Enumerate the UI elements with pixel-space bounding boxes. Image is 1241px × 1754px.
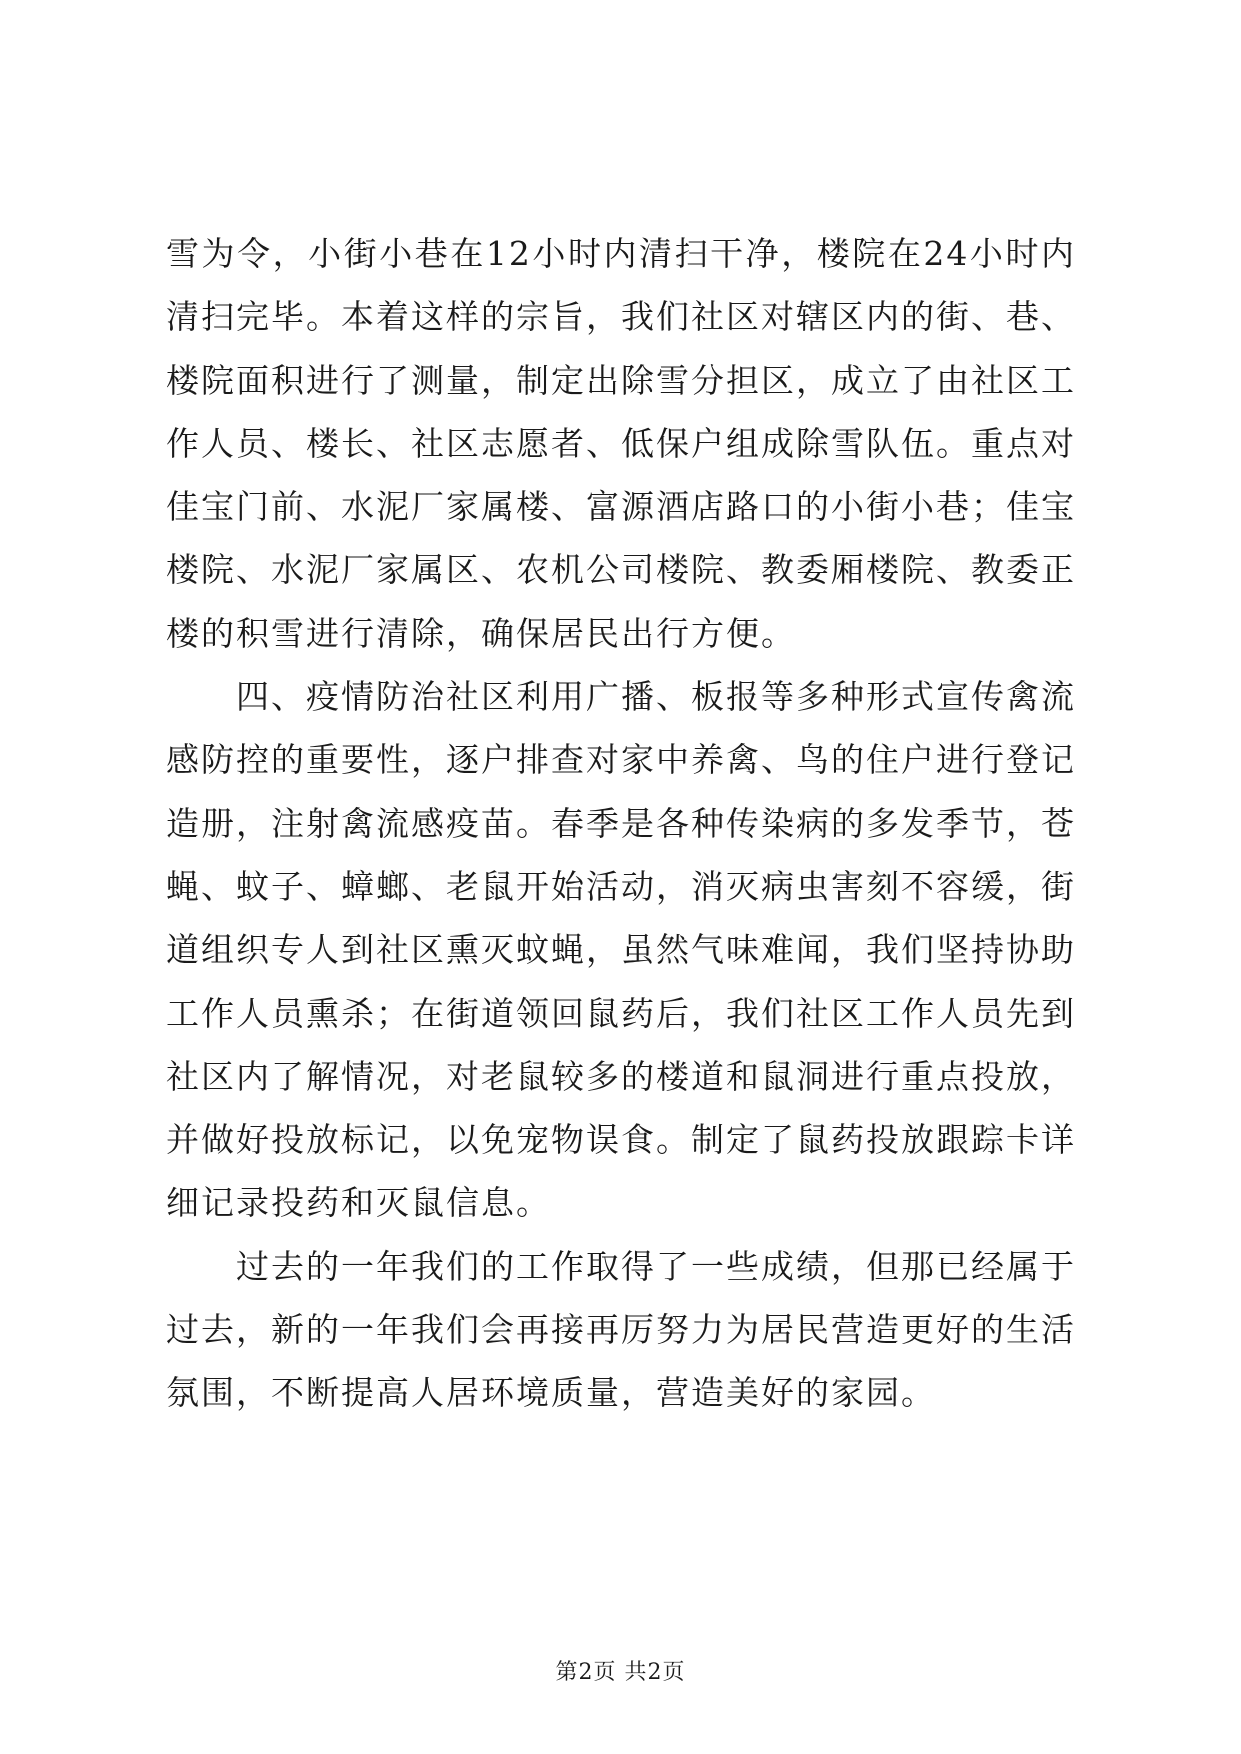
document-body xyxy=(166,222,1076,1425)
paragraph-epidemic-prevention: 四、疫情防治社区利用广播、板报等多种形式宣传禽流感防控的重要性，逐户排查对家中养禽、鸟的住户进行登记造册，注射禽流感疫苗。春季是各种传染病的多发季节，苍蝇、蚊子、蟑螂、老鼠开始活动，消灭病虫害刻不容缓，街道组织专人到社区熏灭蚊蝇，虽然气味难闻，我们坚持协助工作人员熏杀；在街道领回鼠药后，我们社区工作人员先到社区内了解情况，对老鼠较多的楼道和鼠洞进行重点投放，并做好投放标记，以免宠物误食。制定了鼠药投放跟踪卡详细记录投药和灭鼠信息。 xyxy=(166,677,1076,1223)
paragraph-snow-removal: 雪为令，小街小巷在12小时内清扫干净，楼院在24小时内清扫完毕。本着这样的宗旨，我们社区对辖区内的街、巷、楼院面积进行了测量，制定出除雪分担区，成立了由社区工作人员、楼长、社区志愿者、低保户组成除雪队伍。重点对佳宝门前、水泥厂家属楼、富源酒店路口的小街小巷；佳宝楼院、水泥厂家属区、农机公司楼院、教委厢楼院、教委正楼的积雪进行清除，确保居民出行方便。 xyxy=(166,234,1076,653)
page-number-footer: 第2页 共2页 xyxy=(555,1660,686,1685)
paragraph-conclusion: 过去的一年我们的工作取得了一些成绩，但那已经属于过去，新的一年我们会再接再厉努力为居民营造更好的生活氛围，不断提高人居环境质量，营造美好的家园。 xyxy=(166,1246,1076,1413)
